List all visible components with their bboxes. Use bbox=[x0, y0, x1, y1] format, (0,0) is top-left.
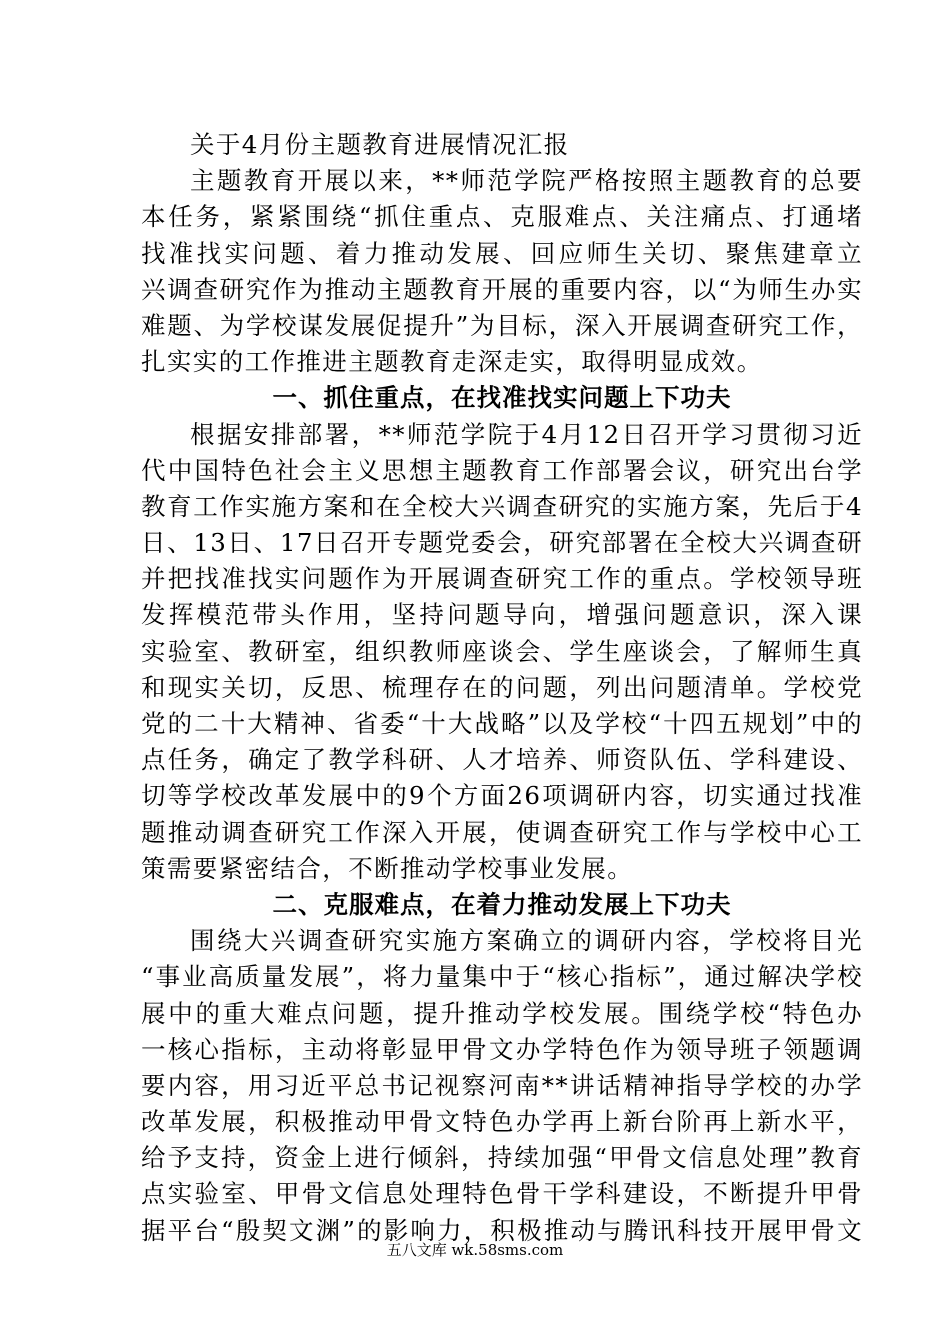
paragraph-line: 党的二十大精神、省委“十大战略”以及学校“十四五规划”中的 bbox=[141, 709, 863, 738]
document-page bbox=[141, 127, 863, 1249]
paragraph-line: 扎实实的工作推进主题教育走深走实，取得明显成效。 bbox=[141, 347, 763, 377]
section-2-paragraph bbox=[141, 923, 863, 1249]
paragraph-line: 教育工作实施方案和在全校大兴调查研究的实施方案，先后于4 bbox=[141, 491, 863, 521]
paragraph-line: 实验室、教研室，组织教师座谈会、学生座谈会，了解师生真 bbox=[141, 636, 863, 666]
paragraph-line: 点实验室、甲骨文信息处理特色骨干学科建设，不断提升甲骨 bbox=[141, 1179, 863, 1209]
paragraph-line: 根据安排部署，**师范学院于4月12日召开学习贯彻习近 bbox=[190, 419, 863, 449]
paragraph-line: 和现实关切，反思、梳理存在的问题，列出问题清单。学校党 bbox=[141, 672, 863, 702]
paragraph-line: 主题教育开展以来，**师范学院严格按照主题教育的总要 bbox=[190, 166, 863, 196]
paragraph-line: 并把找准找实问题作为开展调查研究工作的重点。学校领导班 bbox=[141, 564, 863, 594]
paragraph-line: “事业高质量发展”，将力量集中于“核心指标”，通过解决学校 bbox=[141, 962, 863, 992]
paragraph-line: 给予支持，资金上进行倾斜，持续加强“甲骨文信息处理”教育 bbox=[141, 1143, 863, 1173]
paragraph-line: 找准找实问题、着力推动发展、回应师生关切、聚焦建章立 bbox=[141, 238, 863, 268]
paragraph-line: 点任务，确定了教学科研、人才培养、师资队伍、学科建设、 bbox=[141, 745, 863, 775]
paragraph-line: 题推动调查研究工作深入开展，使调查研究工作与学校中心工 bbox=[141, 817, 863, 847]
paragraph-line: 代中国特色社会主义思想主题教育工作部署会议，研究出台学 bbox=[141, 455, 863, 485]
paragraph-line: 展中的重大难点问题，提升推动学校发展。围绕学校“特色办 bbox=[141, 998, 863, 1028]
paragraph-line: 发挥模范带头作用，坚持问题导向，增强问题意识，深入课 bbox=[141, 600, 863, 630]
document-title: 关于4月份主题教育进展情况汇报 bbox=[190, 130, 570, 159]
paragraph-line: 切等学校改革发展中的9个方面26项调研内容，切实通过找准 bbox=[141, 781, 863, 811]
section-heading-1: 一、抓住重点，在找准找实问题上下功夫 bbox=[272, 383, 732, 413]
paragraph-line: 据平台“殷契文渊”的影响力，积极推动与腾讯科技开展甲骨文 bbox=[141, 1215, 863, 1245]
paragraph-line: 日、13日、17日召开专题党委会，研究部署在全校大兴调查研 bbox=[141, 528, 863, 558]
paragraph-line: 要内容，用习近平总书记视察河南**讲话精神指导学校的办学 bbox=[141, 1070, 863, 1100]
paragraph-line: 一核心指标，主动将彰显甲骨文办学特色作为领导班子领题调 bbox=[141, 1034, 863, 1064]
paragraph-line: 难题、为学校谋发展促提升”为目标，深入开展调查研究工作， bbox=[141, 310, 863, 340]
paragraph-line: 改革发展，积极推动甲骨文特色办学再上新台阶再上新水平， bbox=[141, 1107, 863, 1137]
intro-paragraph bbox=[141, 163, 863, 380]
section-1-paragraph bbox=[141, 417, 863, 887]
paragraph-line: 围绕大兴调查研究实施方案确立的调研内容，学校将目光 bbox=[190, 926, 863, 956]
paragraph-line: 兴调查研究作为推动主题教育开展的重要内容，以“为师生办实 bbox=[141, 274, 863, 304]
paragraph-line: 策需要紧密结合，不断推动学校事业发展。 bbox=[141, 853, 634, 883]
paragraph-line: 本任务，紧紧围绕“抓住重点、克服难点、关注痛点、打通堵 bbox=[141, 202, 863, 232]
section-heading-2: 二、克服难点，在着力推动发展上下功夫 bbox=[272, 889, 732, 919]
page-footer: 五八文库 wk.58sms.com bbox=[386, 1241, 564, 1259]
